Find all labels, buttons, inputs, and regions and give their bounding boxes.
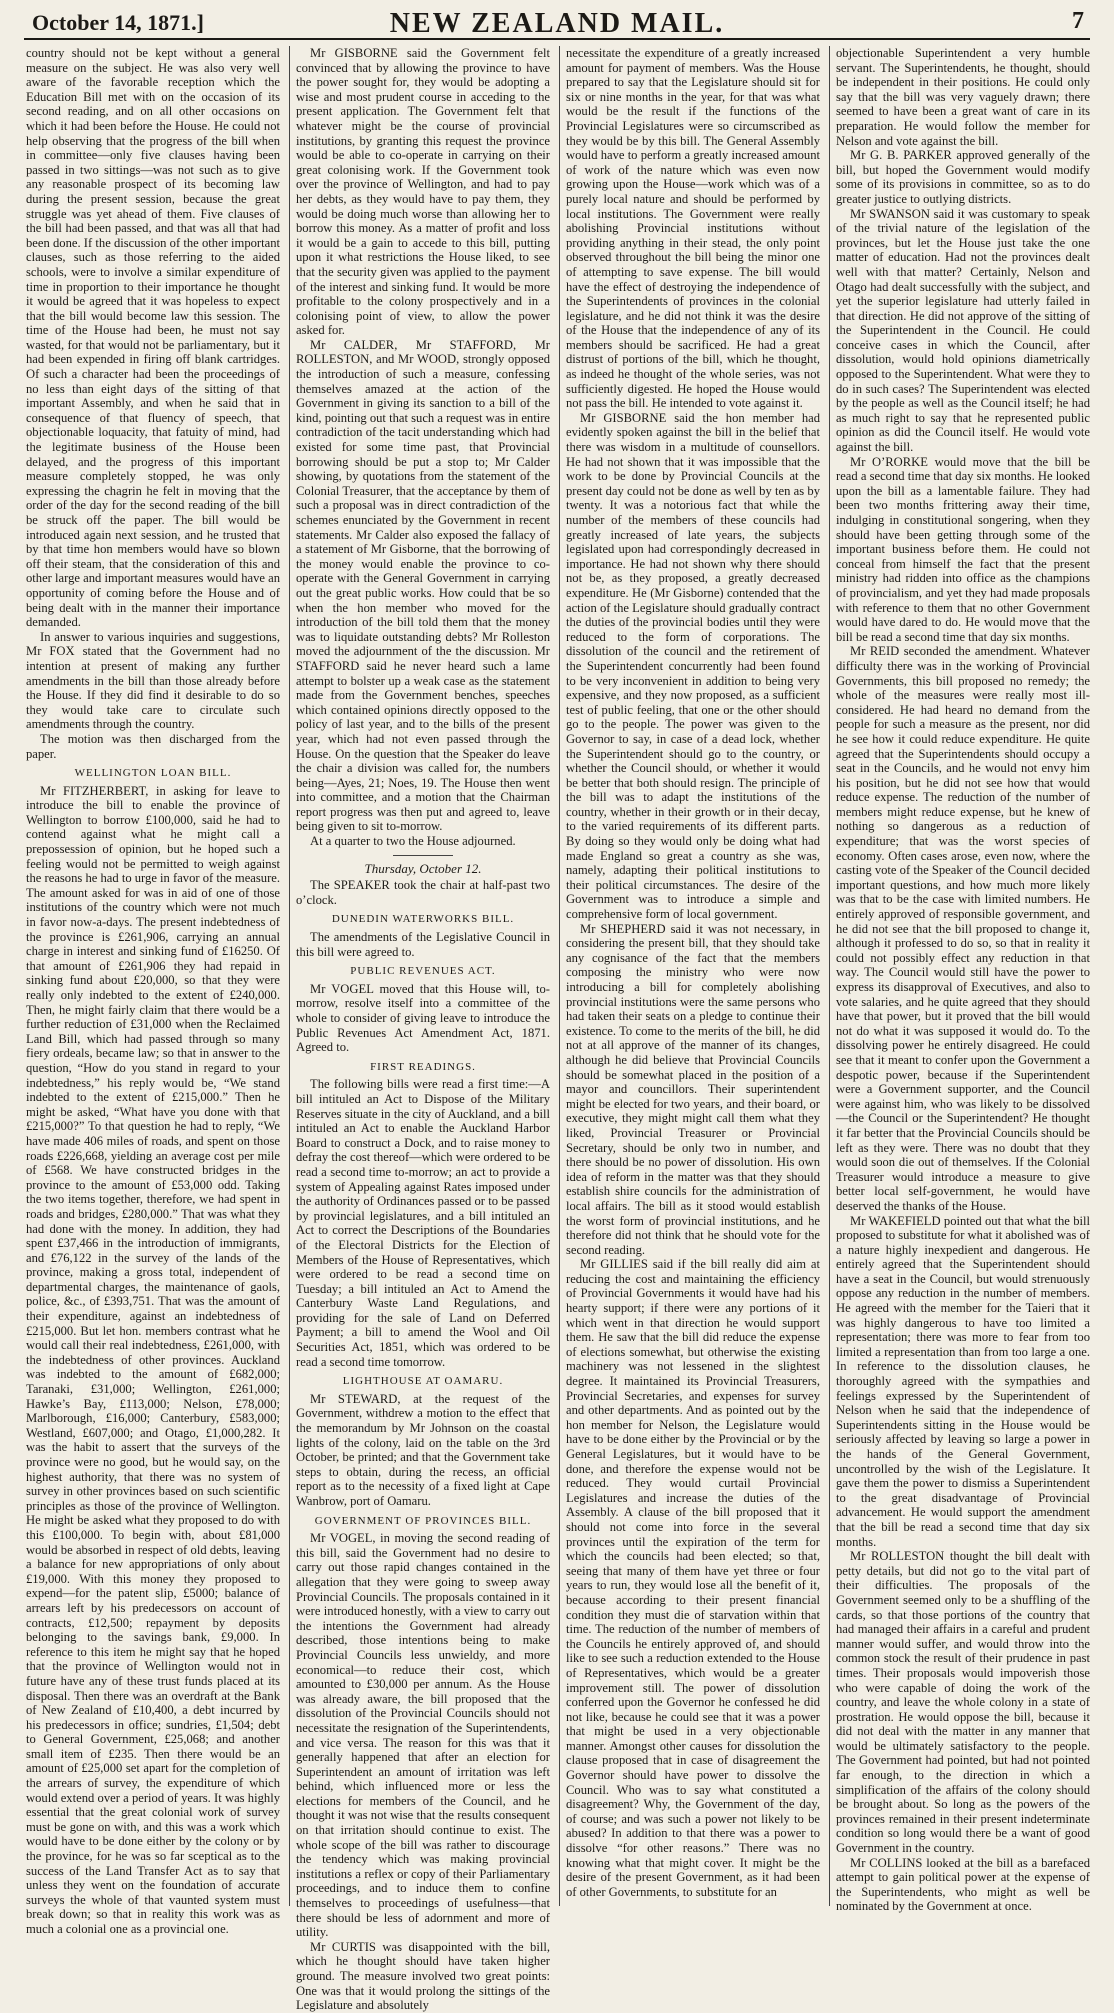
paragraph: Mr FITZHERBERT, in asking for leave to introduce the bill to enable the province of Wellington to borrow £100,000, said he had to contend against what he might call a prepossession of opinion, but he hoped such a feeling would not be permitted to weigh against the reasons he had to urge in favor of the measure. The amount asked for was in aid of one of those institutions of the country which were not much in favor now-a-days. The present indebtedness of the province is £261,906, carrying an annual charge in interest and sinking fund of £16250. Of that amount of £261,906 they had repaid in sinking fund about £20,000, so that they were really only indebted to the extent of £240,000. Then, he might fairly claim that there would be a further reduction of £31,000 when the Reclaimed Land Bill, which had passed through so many fiery ordeals, became law; so that in answer to the question, “How do you stand in regard to your indebtedness,” his reply would be, “We stand indebted to the extent of £215,000.” Then he might be asked, “What have you done with that £215,000?” To that question he had to reply, “We have made 406 miles of roads, and spent on those roads £226,668, yielding an average cost per mile of £568. We have constructed bridges in the province to the amount of £53,000 odd. Taking the two items together, therefore, we had spent in roads and bridges, £280,000.” That was what they had done with the money. In addition, they had spent £37,466 in the introduction of immigrants, and £76,122 in the survey of the lands of the province, making a gross total, independent of departmental charges, the maintenance of gaols, police, &c., of £393,751. That was the amount of their expenditure, against an indebtedness of £215,000. But let hon. members contrast what he would call their real indebtedness, £261,000, with the indebtedness of other provinces. Auckland was indebted to the amount of £682,000; Taranaki, £31,000; Wellington, £261,000; Hawke’s Bay, £113,000; Nelson, £78,000; Marlborough, £16,000; Canterbury, £583,000; Westland, £607,000; and Otago, £1,000,282. It was the habit to assert that the surveys of the province were no good, but he would say, on the highest authority, that there was no system of survey in other provinces based on such scientific principles as those of the province of Wellington. He might be asked what they proposed to do with this £100,000. To begin with, about £81,000 would be absorbed in respect of old debts, leaving a balance for new appropriations of only about £19,000. With this money they proposed to expend—for the patent slip, £5000; balance of arrears left by his predecessors on account of contracts, £12,500; repayment by deposits belonging to the savings bank, £9,000. In reference to this item he might say that he hoped that the province of Wellington would not in future have any of these trust funds placed at its disposal. Then there was an overdraft at the Bank of New Zealand of £10,400, a debt incurred by his predecessors in office; sundries, £1,504; debt to General Government, £25,068; and another small item of £235. Then there would be an amount of £25,000 set apart for the completion of the arrears of survey, the expenditure of which would extend over a period of years. It was highly essential that the great colonial work of survey must be gone on with, and this was a work which would have to be done either by the colony or by the province, for he was so far sceptical as to the success of the Land Transfer Act as to say that unless they went on the foundation of accurate surveys the whole of that vaunted system must break down; so that in reality this work was as much a colonial one as a provincial one. — [26, 783, 281, 1936]
paragraph: Mr STEWARD, at the request of the Government, withdrew a motion to the effect that the memorandum by Mr Johnson on the coastal lights of the colony, laid on the table on the 3rd October, be printed; and that the Government take steps to obtain, during the recess, an official report as to the necessity of a fixed light at Cape Wanbrow, port of Oamaru. — [296, 1391, 550, 1508]
paragraph: At a quarter to two the House adjourned. — [310, 834, 516, 849]
paragraph: Mr CURTIS was disappointed with the bill, which he thought should have taken higher ground. The measure involved two great points: One was that it would prolong the sittings of the Legislature and absolutely — [296, 1939, 550, 2013]
paragraph: Mr ROLLESTON thought the bill dealt with petty details, but did not go to the vital part of their difficulties. The proposals of the Government seemed only to be a shuffling of the cards, so that those portions of the country that had managed their affairs in a careful and prudent manner would suffer, and would throw into the common stock the result of their prudence in past times. Their proposals would impoverish those who were capable of doing the work of the country, and leave the whole colony in a state of prostration. He would oppose the bill, because it did not deal with the matter in any manner that would be ultimately satisfactory to the people. The Government had pointed, but had not pointed far enough, to the direction in which a simplification of the affairs of the colony should be brought about. So long as the powers of the provinces remained in their present indeterminate condition so long would there be a want of good Government in the country. — [836, 1549, 1090, 1856]
day-heading: Thursday, October 12. — [364, 860, 482, 876]
newspaper-title: NEW ZEALAND MAIL. — [389, 8, 725, 39]
column-rule — [829, 46, 830, 1906]
paragraph: In answer to various inquiries and suggestions, Mr FOX stated that the Government had no intention at present of making any further amendments in the bill than those already before the House. If they did find it desirable to do so they would take care to circulate such amendments through the country. — [26, 629, 280, 732]
column-rule — [289, 46, 290, 1906]
paragraph: Mr SHEPHERD said it was not necessary, in considering the present bill, that they should take any cognisance of the fact that the members composing the ministry who were now introducing a bill for completely abolishing provincial institutions were the same persons who had taken their seats on a pledge to continue their existence. To come to the merits of the bill, he did not at all approve of the manner of its changes, although he did believe that Provincial Councils should be somewhat placed in the position of a mayor and councillors. Their superintendent might be elected for two years, and their board, or executive, they might might call them what they liked, Provincial Treasurer or Provincial Secretary, should be only two in number, and there should be no power of dissolution. His own idea of reform in the matter was that they should establish shire councils for the administration of local affairs. The bill as it stood would establish the worst form of provincial institutions, and he therefore did not think that he should vote for the second reading. — [566, 921, 820, 1257]
paragraph: country should not be kept without a general measure on the subject. He was also very well aware of the favorable reception which the Education Bill met with on the occasion of its second reading, and on all other occasions on which it had been before the House. He could not help observing that the progress of the bill when in committee—only five clauses having been passed in two sittings—was not such as to give any reasonable prospect of its becoming law during the present session, because the great struggle was yet ahead of them. Five clauses of the bill had been passed, and that was all that had been done. If the discussion of the other important clauses, such as those referring to the aided schools, were to involve a similar expenditure of time in proportion to their importance he thought it would be agreed that it was hopeless to expect that the bill would become law this session. The time of the House had been, he must not say wasted, for that would not be parliamentary, but it had been expended in firing off blank cartridges. Of such a character had been the proceedings of no less than eight days of the sitting of that important Assembly, and when he said that in consequence of that fluency of speech, that objectionable loquacity, that fatuity of mind, had the legitimate business of the House been delayed, and the progress of this important measure completely stopped, he was only expressing the chagrin he felt in moving that the order of the day for the second reading of the bill be struck off the paper. The bill would be introduced again next session, and he trusted that by that time hon members would have so blown off their steam, that the consideration of this and other large and important measures would have an opportunity of coming before the House and of being dealt with in the manner their importance demanded. — [26, 46, 281, 630]
section-heading: DUNEDIN WATERWORKS BILL. — [331, 913, 515, 926]
paragraph: Mr GISBORNE said the Government felt convinced that by allowing the province to have the power sought for, they would be adopting a wise and most prudent course in acceding to the present application. The Government felt that whatever might be the course of provincial institutions, by granting this request the province would be able to co-operate in carrying on their great colonising work. If the Government took over the province of Wellington, and had to pay her debts, as they would have to pay them, they would be doing much worse than allowing her to borrow this money. As a matter of profit and loss it would be a gain to accede to this bill, putting upon it what restrictions the House liked, to see that the security given was applied to the payment of the interest and sinking fund. It would be more profitable to the colony prospectively and in a colonising point of view, to allow the power asked for. — [296, 46, 550, 338]
paragraph: necessitate the expenditure of a greatly increased amount for payment of members. Was the House prepared to say that the Legislature should sit for six or nine months in the year, for that was what would be the result if the functions of the Provincial Legislatures were so circumscribed as they would be by this bill. The General Assembly would have to perform a greatly increased amount of work of the nature which was even now growing upon the House—work which was of a purely local nature and should be performed by local institutions. The Government were really abolishing Provincial institutions without providing anything in their stead, the only point observed throughout the bill being the minor one of attempting to save expense. The bill would have the effect of destroying the independence of the Superintendents of provinces in the colonial legislature, and he did not think it was the desire of the House that the independence of any of its members should be sacrificed. He had a great distrust of portions of the bill, which he thought, as indeed he thought of the whole series, was not sufficiently digested. He hoped the House would not pass the bill. He intended to vote against it. — [566, 46, 820, 411]
column-1 — [26, 46, 281, 1936]
paragraph: Mr CALDER, Mr STAFFORD, Mr ROLLESTON, and Mr WOOD, strongly opposed the introduction of such a measure, confessing themselves amazed at the action of the Government in giving its sanction to a bill of the kind, pointing out that such a request was in entire contradiction of the tacit understanding which had existed for some time past, that Provincial borrowing should be put a stop to; Mr Calder showing, by quotations from the statement of the Colonial Treasurer, that the acceptance by them of such a proposal was in direct contradiction of the schemes enunciated by the Government in recent statements. Mr Calder also exposed the fallacy of a statement of Mr Gisborne, that the borrowing of the money would enable the province to co-operate with the General Government in carrying out the great public works. How could that be so when the hon member who moved for the introduction of the bill told them that the money was to liquidate outstanding debts? Mr Rolleston moved the adjournment of the the discussion. Mr STAFFORD said he never heard such a lame attempt to bolster up a weak case as the statement made from the Government benches, speeches which contained opinions directly opposed to the policy of last year, and to the bills of the present year, which had not even passed through the House. On the question that the Speaker do leave the chair a division was called for, the numbers being—Ayes, 21; Noes, 19. The House then went into committee, and a motion that the Chairman report progress was then put and agreed to, leave being given to sit to-morrow. — [296, 337, 550, 834]
paragraph: Mr REID seconded the amendment. Whatever difficulty there was in the working of Provincial Governments, this bill proposed no remedy; the whole of the measures were really most ill-considered. He had heard no demand from the people for such a measure as the present, nor did he see how it could reduce expenditure. He quite agreed that the Superintendents should occupy a seat in the Councils, and he would not envy him his position, but he did not see how that would reduce expense. The reduction of the number of members might reduce expense, but he knew of nothing so dangerous as a reduction of expenditure; that was the worst species of economy. Often cases arose, even now, where the casting vote of the Speaker of the Council decided important questions, and how much more likely was that to be the case with limited numbers. He entirely approved of responsible government, and he did not see that the bill proposed to change it, although it professed to do so, so that in reality it could not possibly effect any reduction in that way. The Council would still have the power to express its disapproval of Executives, and also to vote salaries, and he quite agreed that they should have that power, but it proved that the bill would not do what it was supposed it would do. To the dissolving power he entirely disagreed. He could see that it meant to confer upon the Government a despotic power, because if the Superintendent were a Government supporter, and the Council were against him, who was likely to be dissolved—the Council or the Superintendent? He thought it far better that the Provincial Councils should be left as they were. There was no doubt that they would soon die out of themselves. If the Colonial Treasurer would introduce a measure to give better local self-government, he would have deserved the thanks of the House. — [836, 644, 1090, 1213]
issue-date: October 14, 1871.] — [32, 10, 204, 35]
paragraph: Mr GISBORNE said the hon member had evidently spoken against the bill in the belief that there was wisdom in a multitude of counsellors. He had not shown that it was impossible that the work to be done by Provincial Councils at the present day could not be done as well by ten as by twenty. It was a notorious fact that while the number of the members of these councils had greatly increased of late years, the subjects legislated upon had correspondingly decreased in importance. He had not shown why there should not be, as they proposed, a greatly decreased expenditure. He (Mr Gisborne) contended that the action of the Legislature should gradually contract the duties of the provincial bodies until they were reduced to the form of corporations. The dissolution of the council and the retirement of the Superintendent concurrently had been found to be very inconvenient in addition to being very expensive, and they now proposed, as a sufficient test of public feeling, that one or the other should go to the people. The power was given to the Governor to say, in case of a dead lock, whether the Superintendent should go to the country, or whether the Council should, or whether it would be better that both should resign. The principle of the bill was to adapt the institutions of the country, whether in their growth or in their decay, to the varied requirements of its different parts. By doing so they would only be doing what had made England so great a country as she was, namely, adapting their political institutions to their political circumstances. The desire of the Government was to introduce a simple and comprehensive form of local government. — [566, 410, 820, 922]
section-heading: WELLINGTON LOAN BILL. — [74, 767, 232, 780]
section-divider — [393, 855, 453, 856]
paragraph: Mr COLLINS looked at the bill as a barefaced attempt to gain political power at the expense of the Superintendents, who might as well be nominated by the Government at once. — [836, 1855, 1090, 1914]
section-heading: LIGHTHOUSE AT OAMARU. — [342, 1375, 504, 1388]
column-4 — [836, 46, 1090, 1914]
paragraph: The following bills were read a first time:—A bill intituled an Act to Dispose of the Military Reserves situate in the city of Auckland, and a bill intituled an Act to enable the Auckland Harbor Board to construct a Dock, and to raise money to defray the cost thereof—which were ordered to be read a second time to-morrow; an act to provide a system of Appealing against Rates imposed under the authority of Ordinances passed or to be passed by provincial legislatures, and a bill intituled an Act to correct the Descriptions of the Boundaries of the Electoral Districts for the Election of Members of the House of Representatives, which were ordered to be read a second time on Tuesday; a bill intituled an Act to Amend the Canterbury Waste Land Regulations, and providing for the sale of Land on Deferred Payment; a bill to amend the Wool and Oil Securities Act, 1851, which was ordered to be read a second time tomorrow. — [296, 1077, 550, 1369]
paragraph: Mr WAKEFIELD pointed out that what the bill proposed to substitute for what it abolished was of a nature highly inexpedient and dangerous. He entirely agreed that the Superintendent should have a seat in the Council, but would strenuously oppose any reduction in the number of members. He agreed with the member for the Taieri that it was highly dangerous to have too limited a representation; there was more to fear from too limited a representation than from too large a one. In reference to the dissolution clauses, he thoroughly agreed with the sympathies and feelings expressed by the Superintendent of Nelson when he said that the independence of Superintendents sitting in the House would be seriously affected by leaving so large a power in the hands of the General Government, uncontrolled by the wish of the Legislature. It gave them the power to dismiss a Superintendent to the great disadvantage of Provincial advancement. He would support the amendment that the bill be read a second time that day six months. — [836, 1213, 1090, 1549]
paragraph: Mr O’RORKE would move that the bill be read a second time that day six months. He looked upon the bill as a lamentable failure. They had been two months frittering away their time, indulging in constitutional songering, when they should have been getting through some of the important business before them. He could not conceal from himself the fact that the present ministry had ridden into office as the champions of provincialism, and yet they had made proposals with reference to them that no other Government would have dared to do. He would move that the bill be read a second time that day six months. — [836, 454, 1090, 644]
section-heading: FIRST READINGS. — [370, 1060, 476, 1073]
paragraph: The SPEAKER took the chair at half-past two o’clock. — [296, 878, 550, 907]
paragraph: Mr VOGEL moved that this House will, to-morrow, resolve itself into a committee of the whole to consider of giving leave to introduce the Public Revenues Act Amendment Act, 1871. Agreed to. — [296, 981, 550, 1055]
columns — [26, 46, 1090, 2013]
paragraph: Mr G. B. PARKER approved generally of the bill, but hoped the Government would modify some of its provisions in committee, so as to do greater justice to outlying districts. — [836, 148, 1090, 206]
section-heading: GOVERNMENT OF PROVINCES BILL. — [314, 1514, 532, 1527]
column-rule — [559, 46, 560, 1906]
paragraph: The amendments of the Legislative Council in this bill were agreed to. — [296, 930, 550, 959]
column-2 — [296, 46, 550, 2013]
section-heading: PUBLIC REVENUES ACT. — [350, 965, 496, 978]
paragraph: objectionable Superintendent a very humble servant. The Superintendents, he thought, should be independent in their positions. He could only say that the bill was very vaguely drawn; there seemed to have been a great want of care in its preparation. He would follow the member for Nelson and vote against the bill. — [836, 46, 1090, 148]
paragraph: Mr VOGEL, in moving the second reading of this bill, said the Government had no desire to carry out those rapid changes contained in the allegation that they were going to sweep away Provincial Councils. The proposals contained in it were introduced honestly, with a view to carry out the intentions the Government had already described, those intentions being to make Provincial Councils less unwieldy, and more economical—to reduce their cost, which amounted to £30,000 per annum. As the House was already aware, the bill proposed that the dissolution of the Provincial Councils should not necessitate the resignation of the Superintendents, and vice versa. The reason for this was that it generally happened that after an election for Superintendent an amount of irritation was left behind, which influenced more or less the elections for members of the Council, and he thought it was not wise that the results consequent on that irritation should continue to exist. The whole scope of the bill was rather to discourage the tendency which was making provincial institutions a reflex or copy of their Parliamentary proceedings, and to induce them to confine themselves to proceedings of usefulness—that there should be less of adornment and more of utility. — [296, 1531, 550, 1940]
paragraph: The motion was then discharged from the paper. — [26, 731, 280, 761]
paragraph: Mr GILLIES said if the bill really did aim at reducing the cost and maintaining the efficiency of Provincial Governments it would have had his hearty support; if there were any portions of it which went in that direction he would support them. He saw that the bill did reduce the expense of elections somewhat, but otherwise the existing machinery was not lessened in the slightest degree. It maintained its Provincial Treasurers, Provincial Secretaries, and expenses for survey and other departments. And as pointed out by the hon member for Nelson, the Legislature would have to be done either by the Provincial or by the General Legislatures, but it would have to be done, and therefore the expense would not be reduced. They would curtail Provincial Legislatures and increase the duties of the Assembly. A clause of the bill proposed that it should not come into force in the several provinces until the expiration of the term for which the councils had been elected; so that, seeing that many of them have yet three or four years to run, they would lose all the benefit of it, because according to their present financial condition they must die of starvation within that time. The reduction of the number of members of the Councils he entirely approved of, and should like to see such a reduction extended to the House of Representatives, which would be a greater improvement still. The power of dissolution conferred upon the Governor he confessed he did not like, because he could see that it was a power that might be used in a very objectionable manner. Amongst other causes for dissolution the clause proposed that in case of disagreement the Governor should have power to dissolve the Council. Who was to say what constituted a disagreement? Why, the Government of the day, of course; and was such a power not likely to be abused? In addition to that there was a power to dissolve “for other reasons.” There was no knowing what that might cover. It might be the desire of the present Government, as it had been of other Governments, to substitute for an — [566, 1257, 820, 1899]
paragraph: Mr SWANSON said it was customary to speak of the trivial nature of the legislation of the provinces, but let the House just take the one matter of education. Had not the provinces dealt well with that matter? Certainly, Nelson and Otago had dealt successfully with the subject, and yet the superior legislature had utterly failed in that direction. He did not approve of the sitting of the Superintendent in the Council. He could conceive cases in which the Council, after dissolution, would hold opinions diametrically opposed to the Superintendent. What were they to do in such cases? The Superintendent was elected by the people as well as the Council itself; he had as much right to say that he represented public opinion as did the Council itself. He would vote against the bill. — [836, 206, 1090, 455]
page-number: 7 — [1072, 8, 1084, 34]
column-3 — [566, 46, 820, 1906]
masthead — [24, 6, 1090, 40]
